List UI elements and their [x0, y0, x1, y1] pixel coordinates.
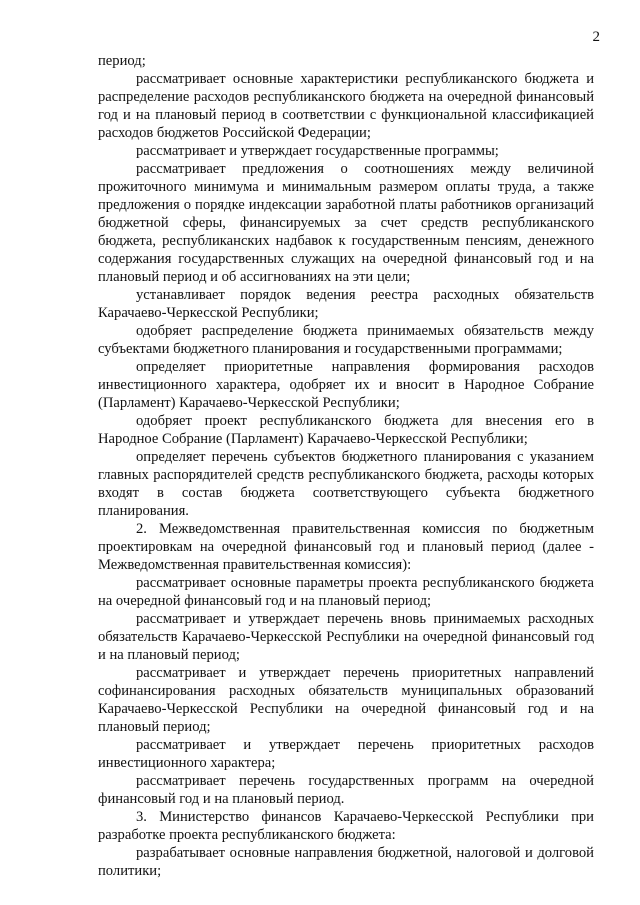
paragraph: рассматривает основные характеристики республиканского бюджета и распределение расходов республиканского бюджета на очередной финансовый год и на плановый период в соответствии с функциональной классификацией расходов бюджетов Российской Федерации; [98, 71, 594, 141]
paragraph: период; [98, 53, 146, 69]
page-number: 2 [592, 29, 600, 45]
paragraph: одобряет проект республиканского бюджета для внесения его в Народное Собрание (Парламент) Карачаево-Черкесской Республики; [98, 413, 594, 447]
paragraph: рассматривает и утверждает перечень приоритетных направлений софинансирования расходных обязательств муниципальных образований Карачаево-Черкесской Республики на очередной финансовый год и на плановый период; [98, 665, 594, 735]
paragraph: определяет приоритетные направления формирования расходов инвестиционного характера, одобряет их и вносит в Народное Собрание (Парламент) Карачаево-Черкесской Республики; [98, 359, 594, 411]
paragraph: рассматривает и утверждает государственные программы; [136, 143, 499, 159]
paragraph: рассматривает и утверждает перечень вновь принимаемых расходных обязательств Карачаево-Черкесской Республики на очередной финансовый год и на плановый период; [98, 611, 594, 663]
paragraph: рассматривает и утверждает перечень приоритетных расходов инвестиционного характера; [98, 737, 594, 771]
paragraph: рассматривает перечень государственных программ на очередной финансовый год и на плановый период. [98, 773, 594, 807]
paragraph: 3. Министерство финансов Карачаево-Черкесской Республики при разработке проекта республиканского бюджета: [98, 809, 594, 843]
paragraph: определяет перечень субъектов бюджетного планирования с указанием главных распорядителей средств республиканского бюджета, расходы которых входят в состав бюджета соответствующего субъекта бюджетного планирования. [98, 449, 594, 519]
paragraph: устанавливает порядок ведения реестра расходных обязательств Карачаево-Черкесской Республики; [98, 287, 594, 321]
paragraph: рассматривает предложения о соотношениях между величиной прожиточного минимума и минимальным размером оплаты труда, а также предложения о порядке индексации заработной платы работников организаций бюджетной сферы, финансируемых за счет средств республиканского бюджета, республиканских надбавок к государственным пенсиям, денежного содержания государственных служащих на очередной финансовый год и на плановый период и об ассигнованиях на эти цели; [98, 161, 594, 285]
paragraph: одобряет распределение бюджета принимаемых обязательств между субъектами бюджетного планирования и государственными программами; [98, 323, 594, 357]
paragraph: рассматривает основные параметры проекта республиканского бюджета на очередной финансовый год и на плановый период; [98, 575, 594, 609]
paragraph: разрабатывает основные направления бюджетной, налоговой и долговой политики; [98, 845, 594, 879]
paragraph: 2. Межведомственная правительственная комиссия по бюджетным проектировкам на очередной финансовый год и плановый период (далее - Межведомственная правительственная комиссия): [98, 521, 594, 573]
document-body [98, 52, 594, 880]
